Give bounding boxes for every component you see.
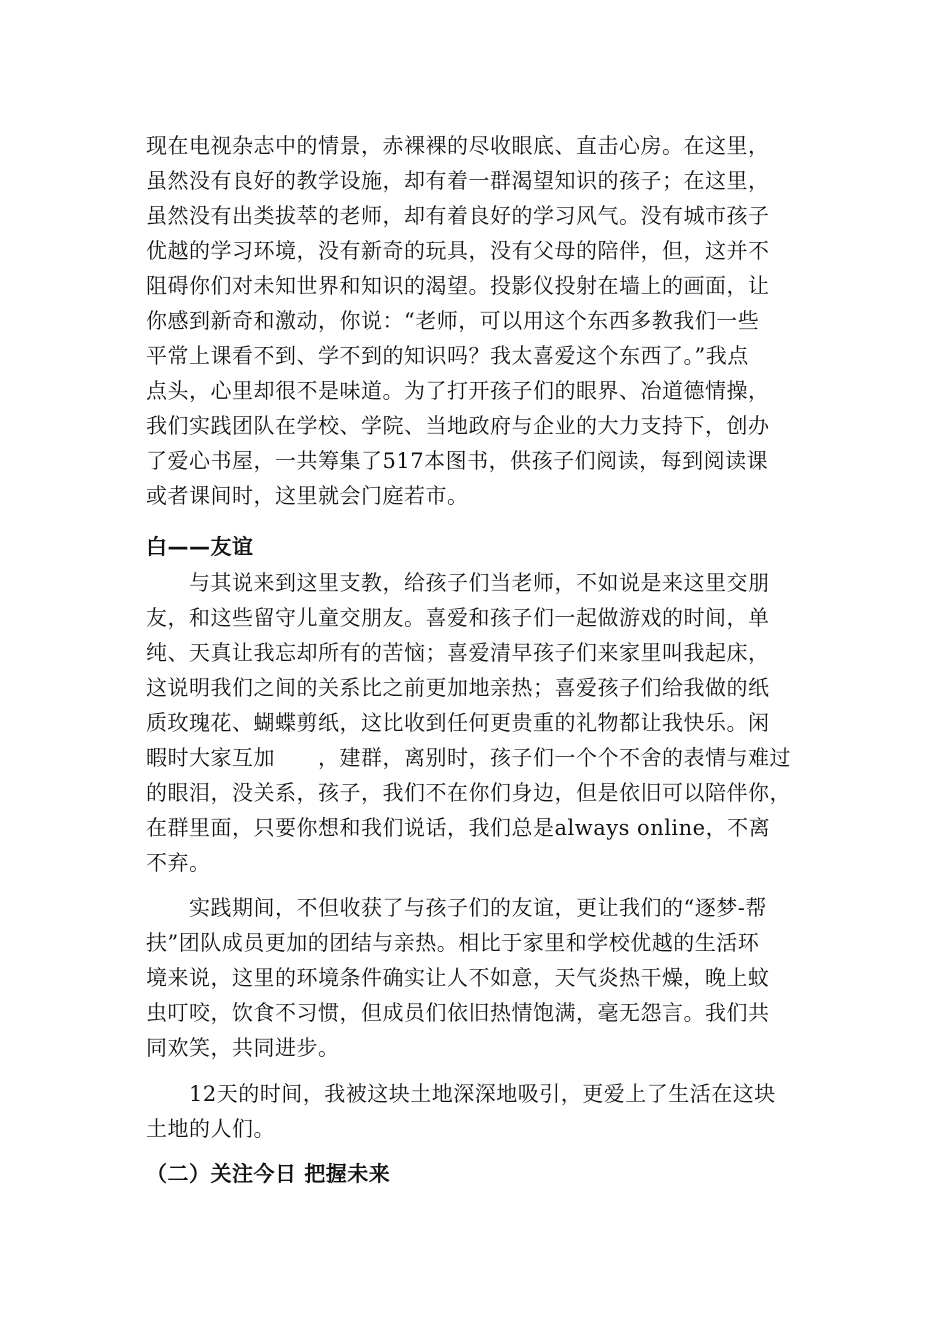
paragraph-line: 与其说来到这里支教，给孩子们当老师，不如说是来这里交朋 [146,571,770,595]
paragraph-line: 土地的人们。 [146,1117,275,1141]
paragraph-line: 友，和这些留守儿童交朋友。喜爱和孩子们一起做游戏的时间，单 [146,606,770,630]
paragraph-line: 阻碍你们对未知世界和知识的渴望。投影仪投射在墙上的画面，让 [146,274,770,298]
paragraph-line: 的眼泪，没关系，孩子，我们不在你们身边，但是依旧可以陪伴你， [146,781,791,805]
paragraph-line: 虽然没有出类拔萃的老师，却有着良好的学习风气。没有城市孩子 [146,204,770,228]
section-heading-friendship: 白——友谊 [146,535,254,559]
paragraph-line: 现在电视杂志中的情景，赤裸裸的尽收眼底、直击心房。在这里， [146,134,770,158]
paragraph-line: 境来说，这里的环境条件确实让人不如意，天气炎热干燥，晚上蚊 [146,966,770,990]
paragraph-line: 同欢笑，共同进步。 [146,1036,340,1060]
paragraph-line: 扶”团队成员更加的团结与亲热。相比于家里和学校优越的生活环 [146,931,760,955]
paragraph-line: 我们实践团队在学校、学院、当地政府与企业的大力支持下，创办 [146,414,770,438]
section-heading-focus-today: （二）关注今日 把握未来 [146,1162,391,1186]
paragraph-line: 点头，心里却很不是味道。为了打开孩子们的眼界、冶道德情操， [146,379,770,403]
paragraph-line: 在群里面，只要你想和我们说话，我们总是always online，不离 [146,816,771,840]
paragraph-line: 实践期间，不但收获了与孩子们的友谊，更让我们的“逐梦-帮 [146,896,767,920]
paragraph-line: 纯、天真让我忘却所有的苦恼；喜爱清早孩子们来家里叫我起床， [146,641,770,665]
paragraph-line: 质玫瑰花、蝴蝶剪纸，这比收到任何更贵重的礼物都让我快乐。闲 [146,711,770,735]
paragraph-line: 12天的时间，我被这块土地深深地吸引，更爱上了生活在这块 [146,1082,776,1106]
paragraph-line: 了爱心书屋，一共筹集了517本图书，供孩子们阅读，每到阅读课 [146,449,769,473]
paragraph-line: 平常上课看不到、学不到的知识吗？我太喜爱这个东西了。”我点 [146,344,749,368]
paragraph-line: 暇时大家互加 ，建群，离别时，孩子们一个个不舍的表情与难过 [146,746,791,770]
paragraph-line: 不弃。 [146,851,211,875]
paragraph-line: 你感到新奇和激动，你说：“老师，可以用这个东西多教我们一些 [146,309,760,333]
paragraph-line: 虫叮咬，饮食不习惯，但成员们依旧热情饱满，毫无怨言。我们共 [146,1001,770,1025]
paragraph-line: 虽然没有良好的教学设施，却有着一群渴望知识的孩子；在这里， [146,169,770,193]
paragraph-line: 或者课间时，这里就会门庭若市。 [146,484,469,508]
paragraph-line: 这说明我们之间的关系比之前更加地亲热；喜爱孩子们给我做的纸 [146,676,770,700]
paragraph-line: 优越的学习环境，没有新奇的玩具，没有父母的陪伴，但，这并不 [146,239,770,263]
